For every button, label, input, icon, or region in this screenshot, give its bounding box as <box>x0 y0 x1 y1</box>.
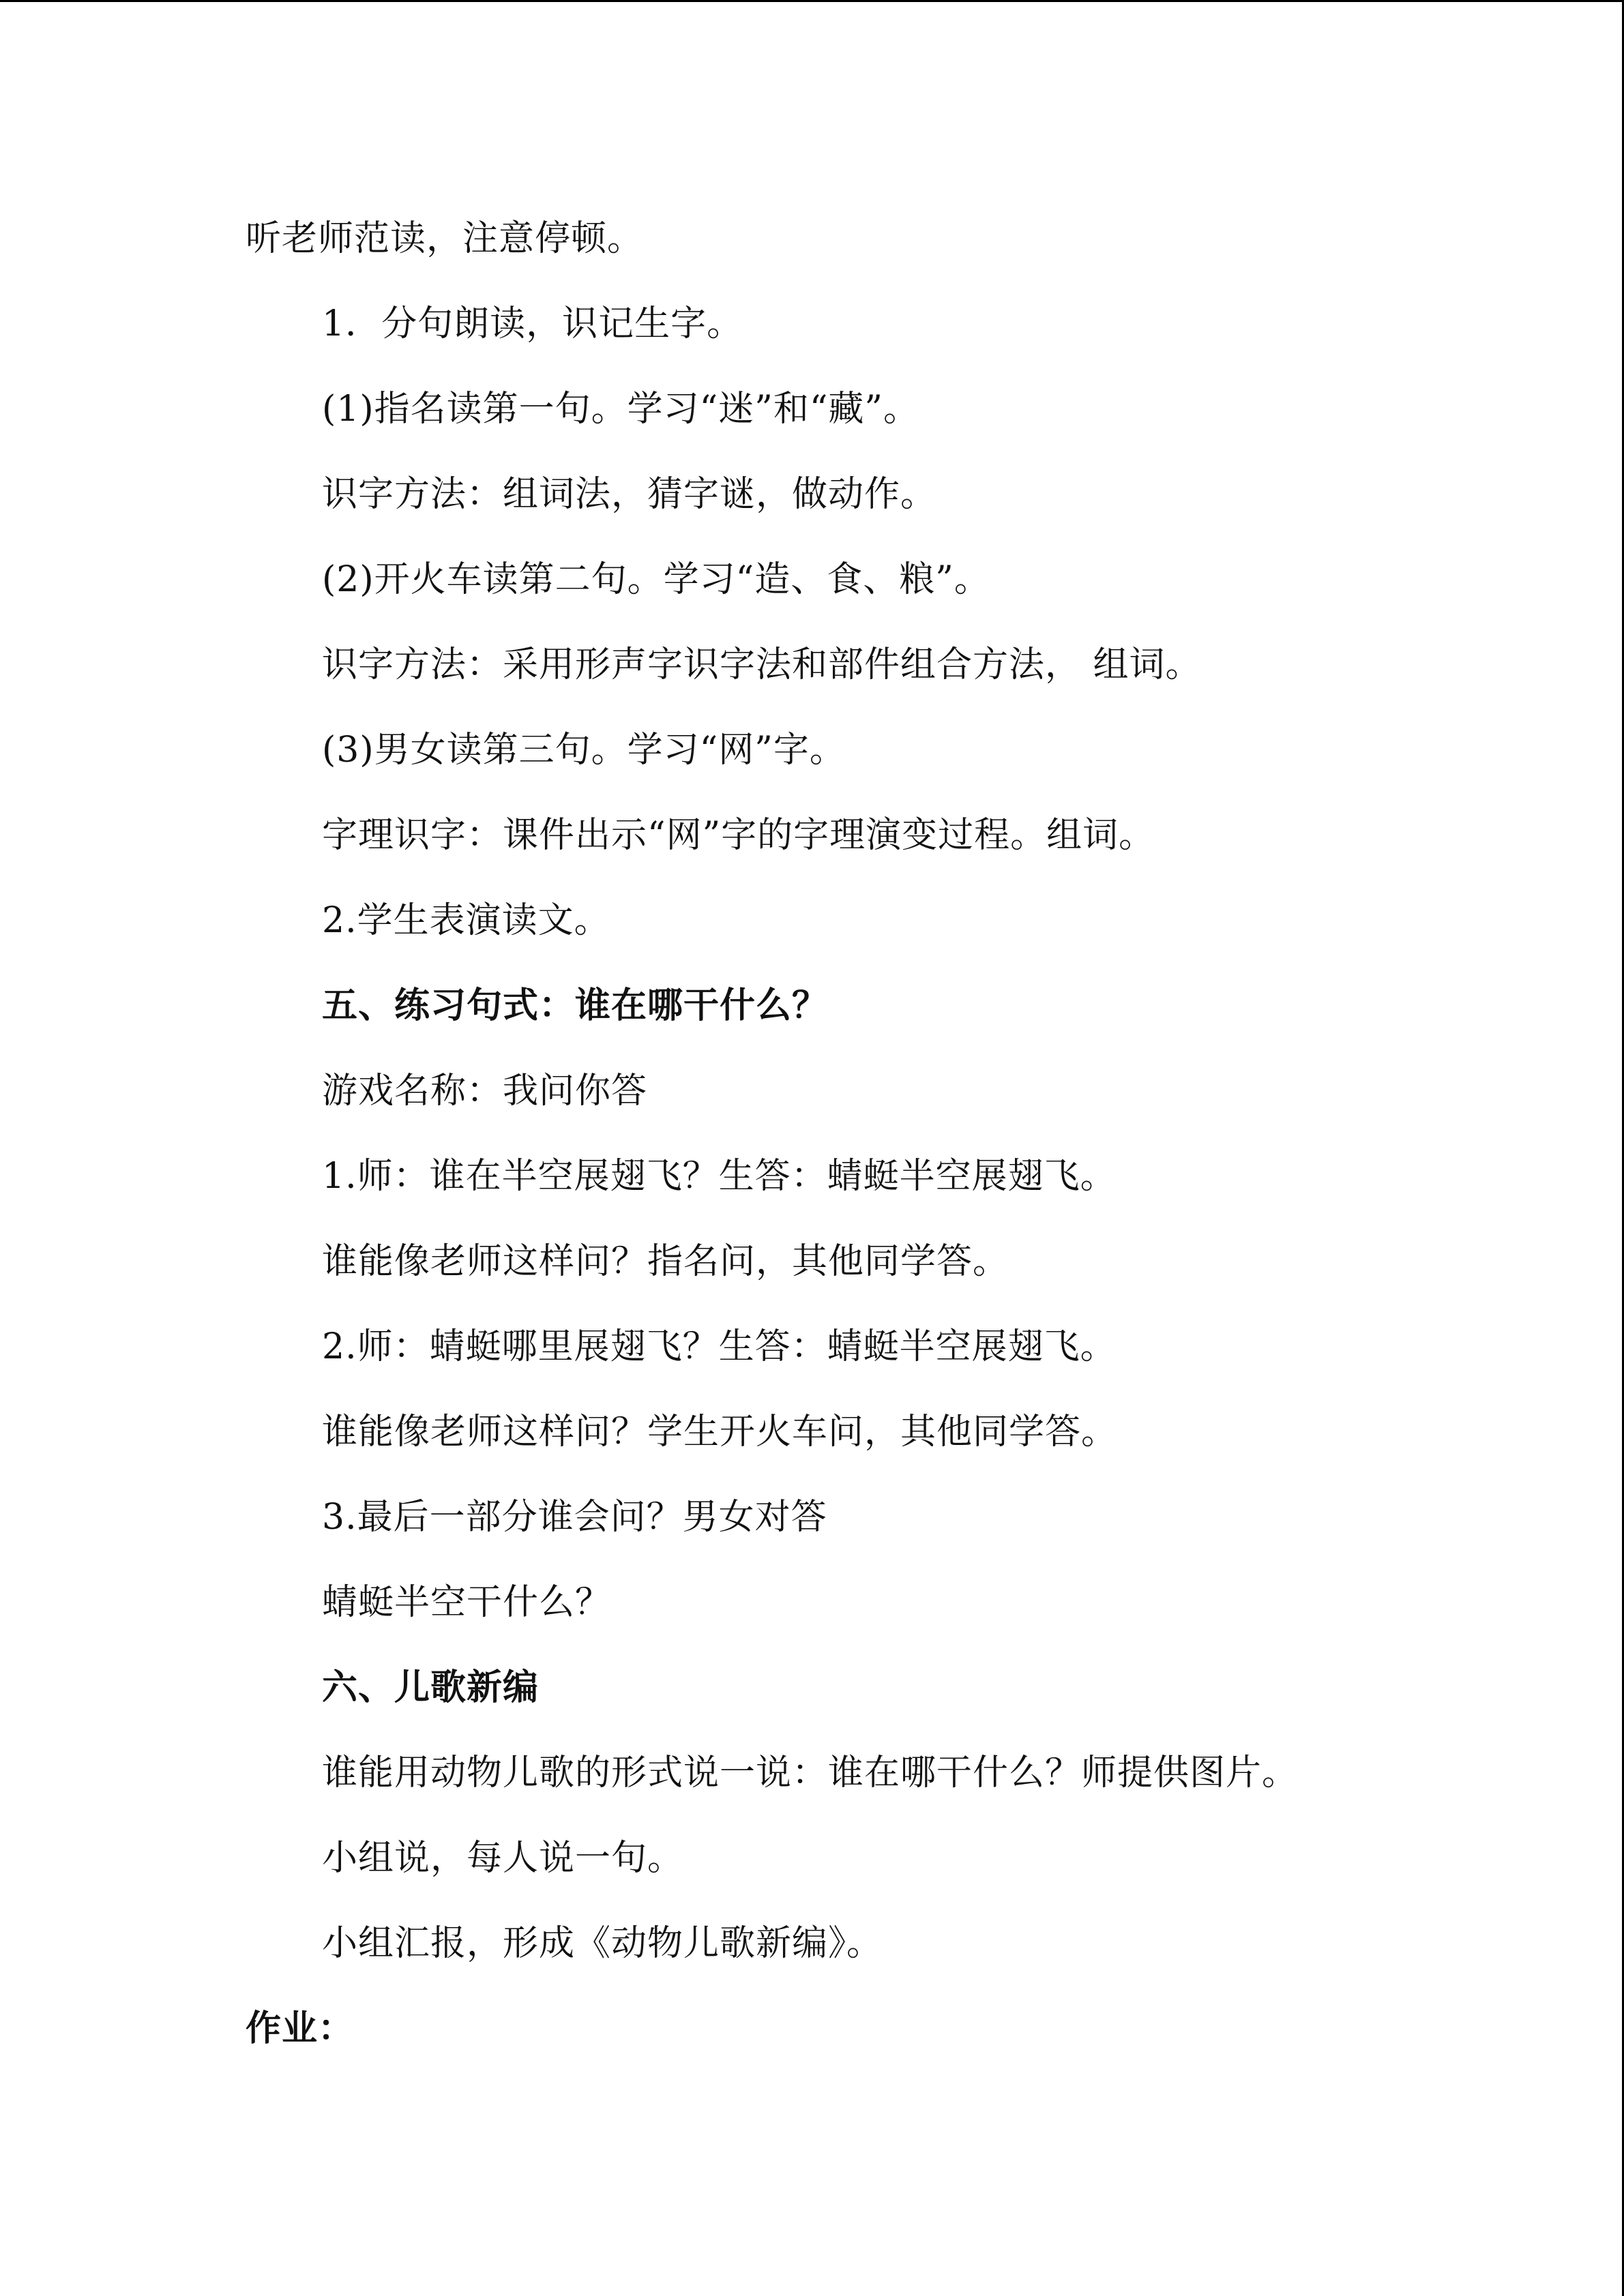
paragraph-method-2: 识字方法：采用形声字识字法和部件组合方法， 组词。 <box>322 644 1202 685</box>
page-top-border <box>0 0 1624 2</box>
paragraph-listen-reading: 听老师范读，注意停顿。 <box>246 218 644 259</box>
paragraph-question-2: 2.师：蜻蜓哪里展翅飞？生答：蜻蜓半空展翅飞。 <box>322 1326 1117 1367</box>
section-heading-sentence-practice: 五、练习句式：谁在哪干什么？ <box>322 985 829 1026</box>
paragraph-game-name: 游戏名称：我问你答 <box>322 1071 648 1112</box>
paragraph-second-sentence: (2)开火车读第二句。学习“造、食、粮”。 <box>322 559 990 600</box>
paragraph-group-report: 小组汇报，形成《动物儿歌新编》。 <box>322 1923 883 1964</box>
paragraph-follow-up-2: 谁能像老师这样问？学生开火车问，其他同学答。 <box>322 1412 1118 1452</box>
paragraph-question-1: 1.师：谁在半空展翅飞？生答：蜻蜓半空展翅飞。 <box>322 1156 1117 1197</box>
section-heading-new-rhymes: 六、儿歌新编 <box>322 1667 540 1708</box>
paragraph-method-1: 识字方法：组词法，猜字谜，做动作。 <box>322 474 937 515</box>
paragraph-character-logic: 字理识字：课件出示“网”字的字理演变过程。组词。 <box>322 815 1155 856</box>
paragraph-dragonfly-question: 蜻蜓半空干什么？ <box>322 1582 612 1623</box>
paragraph-rhyme-prompt: 谁能用动物儿歌的形式说一说：谁在哪干什么？师提供图片。 <box>322 1753 1299 1793</box>
homework-heading: 作业： <box>246 2008 355 2049</box>
paragraph-sentence-reading: 1．分句朗读，识记生字。 <box>322 303 743 344</box>
paragraph-performance-reading: 2.学生表演读文。 <box>322 900 610 941</box>
paragraph-question-3: 3.最后一部分谁会问？男女对答 <box>322 1497 827 1538</box>
paragraph-third-sentence: (3)男女读第三句。学习“网”字。 <box>322 730 846 771</box>
paragraph-follow-up-1: 谁能像老师这样问？指名问，其他同学答。 <box>322 1241 1009 1282</box>
paragraph-first-sentence: (1)指名读第一句。学习“迷”和“藏”。 <box>322 389 919 430</box>
paragraph-group-speaking: 小组说，每人说一句。 <box>322 1838 684 1879</box>
